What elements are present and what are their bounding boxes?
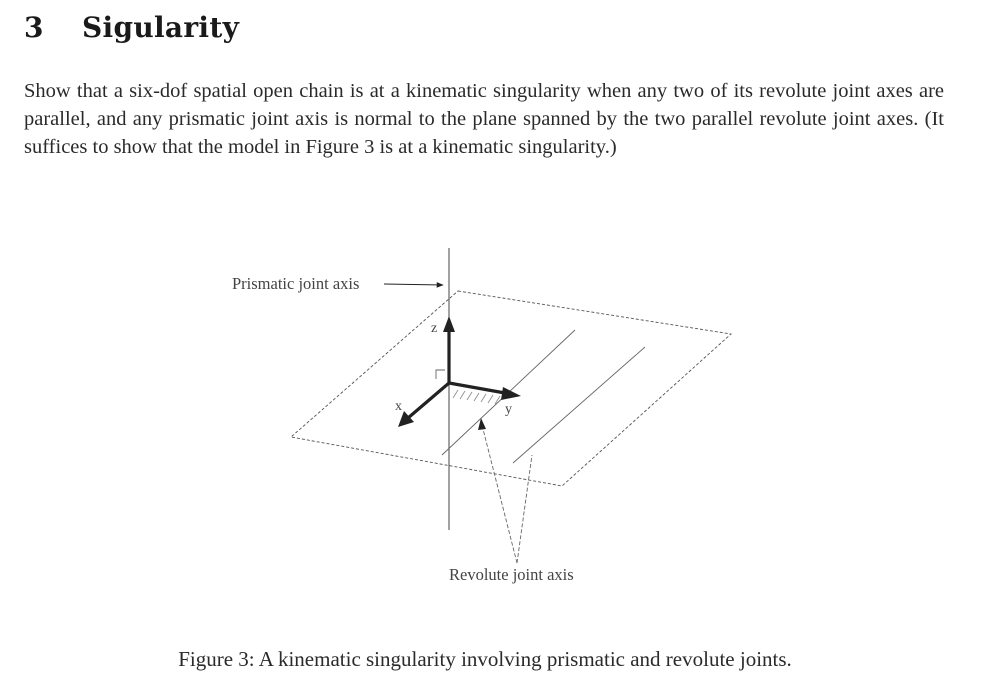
prismatic-joint-axis-label: Prismatic joint axis <box>232 274 360 293</box>
section-number: 3 <box>24 11 44 44</box>
problem-paragraph: Show that a six-dof spatial open chain is at a kinematic singularity when any two of its revolute joint axes are parallel, and any prismatic joint axis is normal to the plane spanned by the two parallel revolute joint axes. (It suffices to show that the model in Figure 3 is at a kinematic singularity.) <box>24 80 944 158</box>
revolute-axis-line-2 <box>513 347 645 463</box>
x-axis-arrow <box>408 383 449 418</box>
figure-caption: Figure 3: A kinematic singularity involving prismatic and revolute joints. <box>178 647 792 671</box>
z-arrowhead <box>443 316 455 332</box>
section-title: Sigularity <box>82 11 240 44</box>
y-axis-label: y <box>505 402 512 417</box>
revolute-leader-2 <box>517 455 532 563</box>
plane-outline <box>291 291 731 486</box>
revolute-leader-1 <box>482 425 517 563</box>
z-axis-label: z <box>431 321 438 336</box>
y-arrowhead <box>501 387 521 400</box>
prismatic-leader-arrow <box>384 284 443 285</box>
x-axis-label: x <box>395 399 402 414</box>
revolute-joint-axis-label: Revolute joint axis <box>449 565 574 584</box>
right-angle-marker <box>436 370 445 379</box>
